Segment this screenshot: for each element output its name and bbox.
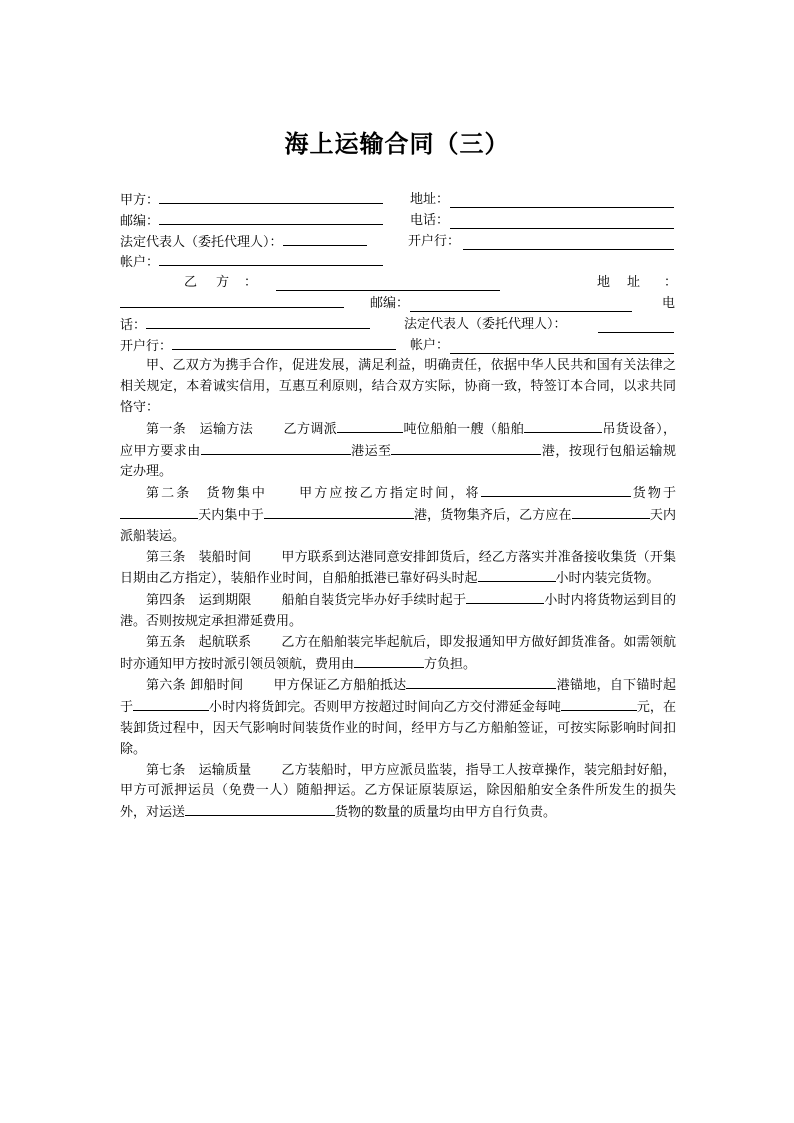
article-6-hours-blank bbox=[133, 697, 209, 711]
party-a-row-2 bbox=[120, 211, 676, 232]
article-7-heading: 第七条 运输质量 bbox=[146, 762, 252, 778]
article-2-port-blank bbox=[264, 505, 414, 519]
party-b-phone-label-1: 电 bbox=[662, 295, 676, 311]
article-7-text-2: 货物的数量的质量均由甲方自行负责。 bbox=[335, 805, 557, 821]
party-b-rep-blank bbox=[598, 319, 674, 333]
party-b-name-label-3: ： bbox=[244, 275, 258, 291]
article-4-text-1: 船舶自装货完毕办好手续时起于 bbox=[281, 593, 467, 609]
article-5-heading: 第五条 起航联系 bbox=[146, 634, 252, 650]
party-a-account-label: 帐户： bbox=[120, 255, 160, 271]
party-b-account-blank bbox=[450, 340, 674, 354]
party-b-address-blank bbox=[120, 294, 344, 308]
article-4-text-2: 小时内将货物运到目的港。否则按规定承担滞延费用。 bbox=[120, 593, 676, 629]
party-a-postcode-label: 邮编： bbox=[120, 213, 160, 229]
party-a-bank-label: 开户行： bbox=[408, 233, 461, 249]
article-5-text-1: 乙方在船舶装完毕起航后，即发报通知甲方做好卸货准备。如需领航时亦通知甲方按时派引领员领航，费用由 bbox=[120, 634, 676, 672]
article-2-days-blank bbox=[120, 505, 198, 519]
party-a-row-4 bbox=[120, 252, 676, 273]
article-2-heading: 第二条 货物集中 bbox=[146, 486, 267, 502]
party-b-rep-label: 法定代表人（委托代理人）： bbox=[404, 316, 567, 332]
contract-body bbox=[120, 190, 676, 824]
party-a-phone-label: 电话： bbox=[410, 212, 450, 228]
document-title: 海上运输合同（三） bbox=[284, 130, 510, 158]
article-1-vessel-blank bbox=[524, 419, 602, 433]
party-b-row-3 bbox=[120, 315, 676, 336]
party-b-row-1 bbox=[120, 273, 676, 294]
party-a-address-label: 地址： bbox=[410, 192, 450, 207]
article-3-hours-blank bbox=[478, 568, 556, 582]
party-a-row-3 bbox=[120, 232, 676, 253]
article-1-text-3: 吊货设备），应甲方要求由 bbox=[120, 421, 676, 459]
article-2 bbox=[120, 483, 676, 547]
article-6-heading: 第六条 卸船时间 bbox=[146, 678, 244, 694]
preamble: 甲、乙双方为携手合作，促进发展，满足利益，明确责任，依据中华人民共和国有关法律之相关规定，本着诚实信用，互惠互利原则，结合双方实际，协商一致，特签订本合同，以求共同恪守： bbox=[120, 358, 676, 415]
party-b-address-label-2: 址 bbox=[627, 275, 641, 291]
article-7 bbox=[120, 761, 676, 824]
party-b-bank-blank bbox=[172, 336, 396, 350]
article-2-text-1: 甲方应按乙方指定时间，将 bbox=[297, 486, 481, 502]
party-b-name-blank bbox=[276, 277, 500, 291]
article-2-text-5: 天内派船装运。 bbox=[120, 507, 676, 544]
article-6-fee-blank bbox=[561, 697, 637, 711]
article-1 bbox=[120, 419, 676, 483]
party-b-address-label-1: 地 bbox=[597, 275, 611, 291]
party-a-name-label: 甲方： bbox=[120, 193, 160, 208]
party-a-bank-blank bbox=[463, 236, 674, 250]
party-b-address-label-3: ： bbox=[664, 275, 678, 291]
party-b-name-label-1: 乙 bbox=[184, 275, 198, 291]
article-1-text-2: 吨位船舶一艘（船舶 bbox=[403, 421, 525, 437]
article-5-party-blank bbox=[354, 654, 424, 668]
article-1-text-4: 港运至 bbox=[350, 443, 392, 459]
article-6 bbox=[120, 675, 676, 760]
party-a-row-1 bbox=[120, 190, 676, 211]
article-2-ship-days-blank bbox=[572, 505, 650, 519]
article-2-text-3: 天内集中于 bbox=[198, 507, 264, 523]
article-2-text-2: 货物于 bbox=[630, 486, 676, 502]
article-2-goods-blank bbox=[481, 483, 631, 497]
article-1-heading: 第一条 运输方法 bbox=[146, 421, 254, 437]
article-6-text-2: 港锚地，自下锚时起于 bbox=[120, 678, 676, 716]
article-1-dest-port-blank bbox=[391, 441, 541, 455]
party-b-postcode-blank bbox=[410, 298, 632, 312]
article-6-port-blank bbox=[406, 675, 556, 689]
party-b-phone-label-2: 话： bbox=[120, 317, 147, 333]
article-5 bbox=[120, 633, 676, 676]
article-7-goods-blank bbox=[185, 802, 335, 816]
article-4-heading: 第四条 运到期限 bbox=[146, 593, 252, 609]
article-3-heading: 第三条 装船时间 bbox=[146, 549, 252, 565]
party-b-bank-label: 开户行： bbox=[120, 338, 173, 354]
article-6-text-3: 小时内将货卸完。否则甲方按超过时间向乙方交付滞延金每吨 bbox=[209, 700, 561, 716]
article-3 bbox=[120, 548, 676, 591]
article-3-text-1: 甲方联系到达港同意安排卸货后，经乙方落实并准备接收集货（开集日期由乙方指定），装船作业时间，自船舶抵港已靠好码头时起 bbox=[120, 549, 676, 587]
article-2-text-4: 港，货物集齐后，乙方应在 bbox=[413, 507, 572, 523]
article-6-text-1: 甲方保证乙方船舶抵达 bbox=[273, 678, 407, 694]
article-5-text-2: 方负担。 bbox=[424, 656, 477, 672]
party-a-rep-label: 法定代表人（委托代理人）： bbox=[120, 234, 283, 250]
party-a-rep-blank bbox=[283, 232, 367, 246]
article-1-tonnage-blank bbox=[337, 419, 403, 433]
party-a-name-blank bbox=[159, 190, 383, 204]
party-a-phone-blank bbox=[450, 215, 674, 229]
party-b-postcode-label: 邮编： bbox=[370, 295, 410, 311]
article-6-text-4: 元，在装卸货过程中，因天气影响时间装货作业的时间，经甲方与乙方船舶签证，可按实际影响时间扣除。 bbox=[120, 700, 676, 757]
article-1-text-5: 港，按现行包船运输规定办理。 bbox=[120, 443, 676, 480]
party-b-phone-blank bbox=[146, 315, 370, 329]
party-b-row-2 bbox=[120, 294, 676, 315]
article-4 bbox=[120, 590, 676, 633]
party-a-postcode-blank bbox=[159, 211, 383, 225]
article-4-hours-blank bbox=[466, 590, 544, 604]
article-3-text-2: 小时内装完货物。 bbox=[555, 571, 660, 587]
party-a-address-blank bbox=[450, 194, 674, 208]
party-b-row-4 bbox=[120, 336, 676, 357]
article-1-origin-port-blank bbox=[201, 441, 351, 455]
party-a-account-blank bbox=[159, 252, 383, 266]
article-1-text-1: 乙方调派 bbox=[283, 421, 338, 437]
party-b-account-label: 帐户： bbox=[410, 337, 450, 353]
party-b-name-label-2: 方 bbox=[216, 275, 230, 291]
article-7-text-1: 乙方装船时，甲方应派员监装，指导工人按章操作，装完船封好船，甲方可派押运员（免费一人）随船押运。乙方保证原装原运，除因船舶安全条件所发生的损失外，对运送 bbox=[120, 762, 676, 821]
